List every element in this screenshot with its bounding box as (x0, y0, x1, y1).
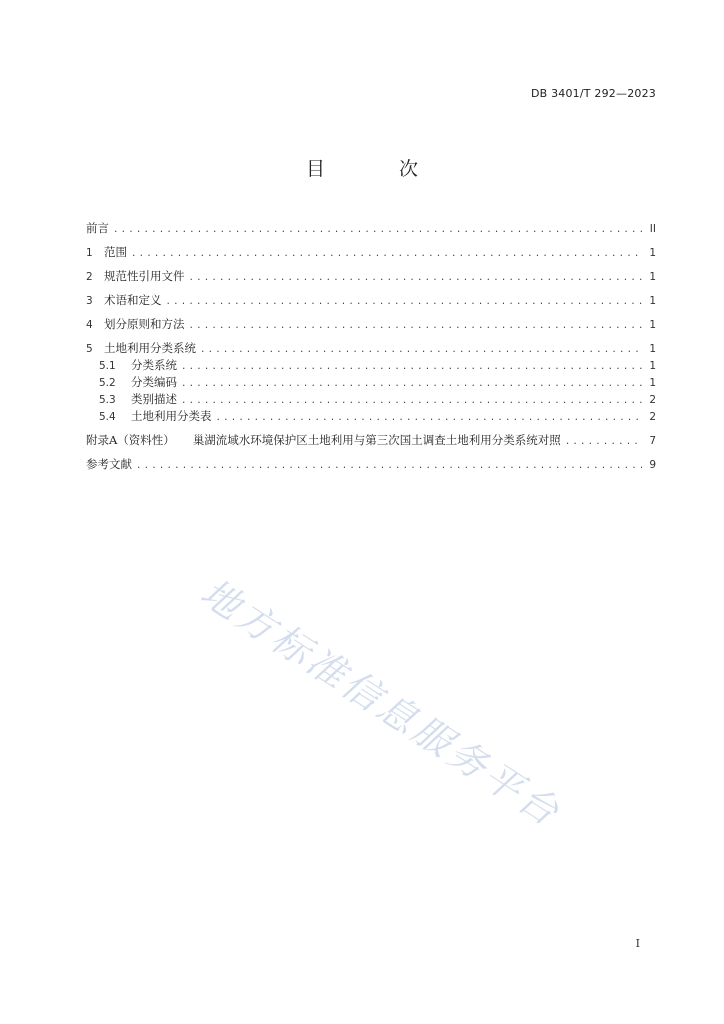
toc-page-number: 2 (649, 394, 656, 406)
toc-entry-label (86, 456, 132, 472)
toc-entry-title: 类别描述 (131, 392, 177, 406)
toc-section-number: 2 (86, 271, 93, 283)
toc-entry-land-use-system[interactable] (86, 340, 656, 356)
toc-entry-title: 范围 (104, 245, 127, 259)
toc-subentry-classification-code[interactable] (86, 374, 656, 390)
toc-page-number: 1 (649, 271, 656, 283)
toc-entry-label (86, 432, 561, 448)
toc-entry-label (86, 340, 196, 357)
watermark: 地方标准信息服务平台 (192, 570, 570, 836)
toc-entry-label (86, 357, 177, 374)
toc-entry-title: 参考文献 (86, 457, 132, 471)
toc-entry-foreword[interactable] (86, 220, 656, 236)
toc-page-number: 1 (649, 360, 656, 372)
toc-entry-title: 前言 (86, 221, 109, 235)
toc-section-number: 1 (86, 247, 93, 259)
toc-page-number: 1 (649, 247, 656, 259)
toc-page-number: 1 (649, 319, 656, 331)
toc-entry-label (86, 374, 177, 391)
toc-entry-label (86, 220, 109, 236)
toc-subentry-classification-table[interactable] (86, 408, 656, 424)
toc-entry-bibliography[interactable] (86, 456, 656, 472)
toc-dot-leader (166, 294, 643, 310)
toc-page-number: 1 (649, 343, 656, 355)
toc-entry-label (86, 244, 127, 261)
toc-entry-title: 划分原则和方法 (104, 317, 185, 331)
toc-section-number: 5.3 (99, 394, 116, 406)
toc-section-number: 5 (86, 343, 93, 355)
toc-entry-title: 土地利用分类表 (131, 409, 212, 423)
toc-page-number: 1 (649, 377, 656, 389)
toc-entry-terms-definitions[interactable] (86, 292, 656, 308)
toc-page-number: 9 (649, 459, 656, 471)
toc-entry-label (86, 268, 185, 285)
toc-dot-leader (181, 359, 642, 375)
toc-entry-title: 分类编码 (131, 375, 177, 389)
toc-page-number: 7 (649, 435, 656, 447)
toc-dot-leader (565, 434, 642, 450)
toc-entry-label (86, 408, 212, 425)
toc-dot-leader (200, 342, 642, 358)
toc-dot-leader (216, 410, 643, 426)
toc-entry-title: 规范性引用文件 (104, 269, 185, 283)
toc-dot-leader (181, 376, 642, 392)
toc-dot-leader (136, 458, 642, 474)
document-code: DB 3401/T 292—2023 (530, 87, 656, 100)
toc-subentry-classification-system[interactable] (86, 357, 656, 373)
table-of-contents (86, 220, 656, 480)
toc-entry-scope[interactable] (86, 244, 656, 260)
toc-entry-title: 术语和定义 (104, 293, 162, 307)
page-title: 目 次 (305, 158, 453, 180)
toc-section-number: 5.2 (99, 377, 116, 389)
toc-page-number: 1 (649, 295, 656, 307)
footer-page-number: I (635, 937, 640, 950)
toc-entry-principles-methods[interactable] (86, 316, 656, 332)
toc-section-number: 5.1 (99, 360, 116, 372)
toc-entry-label (86, 316, 185, 333)
toc-entry-label (86, 292, 162, 309)
toc-entry-appendix-a[interactable] (86, 432, 656, 448)
toc-entry-label (86, 391, 177, 408)
toc-dot-leader (181, 393, 642, 409)
toc-appendix-number: 附录A（资料性） (86, 433, 175, 447)
toc-entry-title: 分类系统 (131, 358, 177, 372)
toc-dot-leader (189, 270, 643, 286)
toc-subentry-category-description[interactable] (86, 391, 656, 407)
toc-section-number: 3 (86, 295, 93, 307)
toc-dot-leader (189, 318, 643, 334)
toc-section-number: 5.4 (99, 411, 116, 423)
toc-section-number: 4 (86, 319, 93, 331)
toc-entry-normative-references[interactable] (86, 268, 656, 284)
toc-entry-title: 巢湖流域水环境保护区土地利用与第三次国土调查土地利用分类系统对照 (192, 433, 561, 447)
toc-entry-title: 土地利用分类系统 (104, 341, 196, 355)
toc-dot-leader (113, 222, 642, 238)
toc-page-number: II (649, 223, 656, 235)
toc-page-number: 2 (649, 411, 656, 423)
toc-dot-leader (131, 246, 642, 262)
